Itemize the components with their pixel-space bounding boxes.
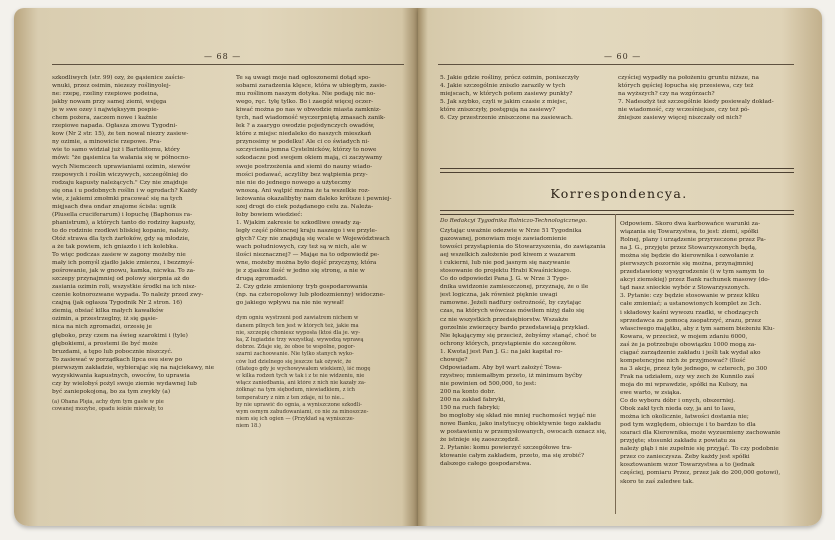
text-line: moja do mi wprawdzie, spółki na Kulszy, na bbox=[620, 381, 748, 388]
text-line: 7. Nadeszłyż też szczególnie kiedy posiewaly dokład- bbox=[618, 99, 774, 106]
text-line: przyjęte; stosunki zakładu z powiatu za bbox=[620, 438, 736, 445]
text-line: mięjsach dwa ondar znajome ścisła: ugnik bbox=[52, 203, 176, 210]
text-line: 5. Jakie gdzie rośliny, prócz ozimin, poniszczyły bbox=[440, 75, 580, 81]
text-line: pod tym względem, obiecuje i to bardzo to dla bbox=[620, 422, 756, 429]
text-line: głych? Czy nie znajdują się wcale w Województwach bbox=[236, 235, 390, 242]
text-line: na wyższych? czy na wzgórzach? bbox=[618, 91, 715, 98]
text-line: 2. Pytanie: komu powierzyć szczegółowe tra- bbox=[440, 445, 572, 452]
text-column-right bbox=[236, 74, 408, 514]
text-line: 150 na ruch fabryki; bbox=[440, 405, 500, 412]
text-line: ziemią, obsiać kilka małych kawałków bbox=[52, 308, 164, 315]
section-rule-top bbox=[440, 168, 794, 173]
text-line: Odpowiem. Skoro dwa karbowańce warunki za- bbox=[620, 221, 761, 227]
left-page bbox=[14, 8, 418, 526]
text-line: rzepowych i roślin wiczywych, szczególniej do bbox=[52, 171, 188, 178]
text-line: szkodacze pod swojem okiem mają, ci zaczywamy bbox=[236, 155, 383, 162]
text-line: je w swe ozey i najwięksyym pospie- bbox=[52, 107, 159, 114]
text-line: aej wszelkich założenie pod kiwem z wazarem bbox=[440, 252, 576, 259]
text-line: Otóż strawa dla tych żarłoków, gdy są młodzie, bbox=[52, 235, 190, 242]
text-line: 3. Pytanie: czy będzie stosowanie w przez kliku bbox=[620, 293, 760, 300]
text-line: można ich okolicznie, łatwości dostania nie; bbox=[620, 414, 749, 421]
text-line: się ona i u podobnych roślin i w ogrodach? Każdy bbox=[52, 187, 198, 194]
text-line: zasiania ozimin roli, wszystkie środki na ich nisz- bbox=[52, 284, 197, 291]
text-line: czyściej wypadły na położeniu gruntu niższe, na bbox=[618, 75, 759, 81]
text-line: chem pożera, zaczem nowe i kaźnie bbox=[52, 115, 158, 122]
text-line: gorzelnie zwierzęcy bardo przedstawiają przyklad. bbox=[440, 324, 590, 331]
text-line: rzystwo; mniemałbym przeto, iż minimum byćby bbox=[440, 372, 583, 379]
text-line: to do rodzinie rzodkwi bliskiej kopanie, należy. bbox=[52, 227, 190, 234]
text-line: drugą zgromadzi. bbox=[236, 276, 288, 283]
text-line: łoby bowiem wiedzieć: bbox=[236, 211, 303, 218]
text-line: ochrony których, przystąpienie do szczegółow. bbox=[440, 340, 577, 347]
footnote-line: wym osmym zabudowaniami, co nie za minoszcze- bbox=[236, 409, 369, 415]
text-line: dalszego całego gospodarstwa. bbox=[440, 461, 532, 468]
text-line: ciągać zarządzenie zakładu i jeśli tak wydał ako bbox=[620, 349, 761, 356]
text-line: 6. Czy przestrzenie zniszczone na zasiewach. bbox=[440, 115, 573, 122]
footnote-line: (dlatego gdy je wychowywałem wiekiem), iść mogę bbox=[236, 365, 371, 372]
text-line: swoje postrzeżenia and siemi do nauny wiado- bbox=[236, 163, 373, 170]
text-line: pierwszym zakładzie, wybierając się na najciekawy, nie bbox=[52, 364, 215, 371]
text-line: łek ? a zaarygo owodzie pojedynczych owadów, bbox=[236, 123, 375, 130]
text-line: 5. Jak szybko, czyli w jakim czasie z miejsc, bbox=[440, 99, 568, 106]
text-line: kow (Nr 2 str. 15), że ten nowal niezry zasiew- bbox=[52, 131, 189, 138]
text-line: szaraci dla Kierownika, może wyzuemieny zachowanie bbox=[620, 430, 781, 437]
text-line: na 3 akcje, przez tyle jednego, w czterech, po 300 bbox=[620, 365, 768, 372]
footnote-line: danem pilnych ten jest w których też, jakie ma bbox=[236, 322, 359, 329]
text-line: je z zjaskoz ilość w jedno się stronę, a nie w bbox=[236, 268, 365, 275]
text-line: Odpowiadam. Aby był wart założyć Towa- bbox=[440, 364, 562, 371]
text-line: częściej, pomiaru Przez, przez jak do 200,000 gotowi), bbox=[620, 470, 781, 477]
text-line: pośrowanie, jak w gnowu, kamka, nicwka. To za- bbox=[52, 268, 196, 275]
text-column-left bbox=[52, 74, 230, 514]
text-line: dnika uwidzonie zamieszczonej, przyznaję, że o ile bbox=[440, 284, 589, 291]
footnote-line: by nie uprawić do ognia, a wyniszczone szkodli- bbox=[236, 401, 362, 408]
text-line: które z miejsc niedaleko do naszych mieszkań bbox=[236, 131, 372, 138]
text-line: gazowanej, ponowiam moje zawiadomienie bbox=[440, 236, 567, 243]
text-line: To więc podczas zasiew w zagony możeby nie bbox=[52, 252, 186, 259]
text-line: Czytając uważnie odezwie w Nrze 51 Tygodnika bbox=[440, 228, 582, 234]
text-line: szej drogi do ciek pożądanego celu za. Należa- bbox=[236, 203, 374, 210]
text-line: czy by wielobyś pożyl swoje ziemie wydawnej lub bbox=[52, 380, 197, 387]
text-line: ktowanie całym zakładem, przeto, ma się zrobić? bbox=[440, 453, 585, 460]
text-line: wie, z jakiemi zmołmki pracować się na tych bbox=[52, 195, 183, 202]
text-line: wyzyskiwania kapustnych, owoców, to uprawia bbox=[52, 372, 190, 379]
open-book bbox=[14, 8, 822, 530]
text-line: mały ich pomyśl zjadło jakie zmierzu, i bezzmyś- bbox=[52, 260, 195, 267]
text-line: bo mogłoby się skład nie mniej ruchomości wyjąć nie bbox=[440, 413, 596, 420]
footnote-line: niem się ich ogien — (Przykład są wyniszcze- bbox=[236, 416, 355, 423]
text-line: chowuje? bbox=[440, 356, 468, 363]
text-line: jest logiczna, jak również pięknie uwagi bbox=[440, 292, 558, 299]
text-line: czenie kotnorozwane wypada. To należy przed zwy- bbox=[52, 292, 204, 299]
header-rule bbox=[52, 64, 404, 65]
text-line: nowe Banku, jako instytucyę obiektywnie tego zakładu bbox=[440, 421, 601, 428]
text-line: być zaniepokojoną, bo za tym zwykły (a) bbox=[52, 388, 171, 395]
text-line: szkodliwych (str. 99) ozy, że gąsienice zaście- bbox=[52, 75, 185, 81]
text-line: tych, nad wiadomość wyczerpniętą zmasach zanik- bbox=[236, 115, 386, 122]
column-divider bbox=[615, 214, 616, 514]
footnote-line: ka, Z ługiadzie trzy wszystkaj. wywodzą wprawą bbox=[236, 336, 364, 343]
footnote-line: (a) Ohana Plęia, achy dym tym gasłe w pie bbox=[52, 398, 164, 405]
text-column-left-top bbox=[440, 74, 612, 130]
text-line: czajną (jak ogłasza Tygodnik Nr 2 stron. 16) bbox=[52, 300, 183, 307]
text-line: miejscach, w których potem zasiewy punkty? bbox=[440, 91, 573, 98]
text-line: jakby nowam przy samej ziemi, wejęga bbox=[52, 99, 167, 106]
footnote-line: dym ogniu wystrzeni pod zawiatrem nichem w bbox=[236, 315, 359, 322]
page-number: — 60 — bbox=[604, 52, 642, 61]
text-line: kiwać można po nas w obwodzie miasta zamkniz- bbox=[236, 107, 381, 114]
text-line: własciwego majątku, aby z tym samem bieżeniu Klu- bbox=[620, 325, 775, 332]
footnote-line: włącz zaniedbania, ani które z nich nie kazały za- bbox=[236, 380, 366, 387]
text-line: 200 na konto dobr. bbox=[440, 388, 496, 395]
text-line: mówi: "że gąsienica ta wałania się w północno- bbox=[52, 155, 191, 162]
text-line: na J. G., przyjęte przez Stowarzyszonych będą, bbox=[620, 245, 757, 252]
text-line: tąd nasz snieckie wybór z Stowarzyszonych. bbox=[620, 285, 750, 292]
text-line: cz nie wszystkich przedsiębiorstw. Wszakże bbox=[440, 316, 569, 323]
text-line: mu roślinom naszym dotyka. Nie podaję nic no- bbox=[236, 91, 376, 98]
text-line: rodzaju kapusty należących." Czy nie znajduje bbox=[52, 179, 188, 186]
footnote-line: cowanej mozyhe, opadu ieśnie miewały, to bbox=[52, 406, 164, 413]
text-line: i cukierni, lub nie pod jasnym się nazywanie bbox=[440, 260, 570, 267]
text-line: a że tak powiem, ich gniazdo i ich kolebka. bbox=[52, 243, 179, 250]
text-line: ewe warto, w zsiąka. bbox=[620, 389, 682, 396]
text-line: Kowara, w przecież, w mojem zdaniu 6000, bbox=[620, 333, 748, 340]
text-line: skoro te zaś zaledwe tak. bbox=[620, 478, 694, 485]
text-line: pierwszych pozornie się można, przynajmniej bbox=[620, 261, 754, 268]
footnote-line: niem 18.) bbox=[236, 423, 261, 430]
text-line: przedstawiony wysygrodzenie (i w tym samym to bbox=[620, 269, 765, 276]
text-line: wego, ręc. tyłę tylko. Bo i zaegóż więcej oczer- bbox=[236, 99, 374, 106]
text-line: mości podawać, aczyliby bez wątpienia przy- bbox=[236, 171, 368, 178]
text-line: nica na nich zgromadzi, orzesię je bbox=[52, 324, 152, 331]
text-line: których gęściej łopucha się przesiewa, czy też bbox=[618, 83, 754, 90]
text-line: w postawieniu w przemysłowanych, owocach oznacz się, bbox=[440, 429, 607, 436]
text-line: rzepiowe napada. Ogłasza znowu Tygodni- bbox=[52, 123, 178, 130]
footnote-line: temperatury z nim z ten zdaje, ni to nie... bbox=[236, 394, 345, 401]
text-line: stosowanie do projektu Hrabi Kwaśnickiego. bbox=[440, 268, 572, 275]
text-line: źniejsze zasiewy więcej niszczały od nich? bbox=[618, 115, 742, 122]
text-line: To zasiewać w porządkach lipca osu siew po bbox=[52, 356, 183, 363]
text-line: bruzdami, a tępo lub pobocznie niszczyć. bbox=[52, 348, 173, 355]
text-line: i składowy kaśni wywozu rzadki, w chodzących bbox=[620, 309, 759, 316]
text-line: 200 na zakład fabryki, bbox=[440, 396, 506, 403]
text-line: sprzedawca za pomocą zaopatrzyć, zrazu, przez bbox=[620, 317, 762, 324]
text-line: ozimin, a przestrzeglny, iż się gąsie- bbox=[52, 316, 158, 323]
text-line: 1. Kwota] jest Pan J. G.: na jaki kapitał ro- bbox=[440, 348, 563, 355]
text-line: Obok zakł tych nieda ozy, ja ani to lasu, bbox=[620, 406, 736, 413]
text-line: które zniszczyły, postępują na zasiewy? bbox=[440, 107, 556, 114]
text-line: 4. Jakie szczególnie zniszlo zarazily w tych bbox=[440, 83, 566, 90]
text-line: sobami zaradzenia klęsce, która w ubiegłym, zasie- bbox=[236, 83, 387, 90]
text-line: ilości nieznacznej? — Mająe na to odpowiedź pe- bbox=[236, 252, 380, 259]
text-line: głęboko, przy czem na świeg szarokimi i (tyle) bbox=[52, 332, 188, 339]
text-line: wnoszą. Ani wątpić można że ta wszelkie roz- bbox=[236, 187, 370, 194]
section-rule-bottom bbox=[440, 210, 794, 215]
text-line: przynosimy w podelku! Ale ci co świadych ni- bbox=[236, 139, 370, 146]
section-heading: Korrespondencya. bbox=[550, 186, 688, 201]
text-line: kosztowaniem wzor Towarzystwa a to (jednak bbox=[620, 462, 755, 469]
text-line: można się będzie do kierownika i ozwołanie z bbox=[620, 253, 754, 260]
text-line: wne, możeby można było dojść przyczyny, która bbox=[236, 260, 377, 267]
page-number: — 68 — bbox=[204, 52, 242, 61]
right-page bbox=[418, 8, 822, 526]
letter-address: Do Redakcyi Tygodnika Rolniczo-Technologicznego. bbox=[440, 218, 587, 224]
text-line: 1. Wjakim zakresie te szkodliwe owady zą- bbox=[236, 219, 362, 226]
text-line: nie powinien od 500,000, to jest: bbox=[440, 380, 537, 387]
text-line: Nie łękającymy się przecież, żebyśmy stanąć, choć te bbox=[440, 332, 597, 339]
text-line: ny ozimie, a minowicie rzepowe. Pra- bbox=[52, 139, 162, 146]
footnote-line: nie, szczepię choniesz wyposła (ktoś dla je. wy- bbox=[236, 329, 361, 336]
footnote-line: żółknąć na tym siębodum, niewiadkiem, z ich bbox=[236, 387, 356, 394]
text-line: Frak na udziałem, ozy wy zech że Kunnilo zaś bbox=[620, 373, 755, 380]
text-line: szczycienia jemna Cystelnicków, którzy to nowe bbox=[236, 147, 377, 154]
text-line: wiązania się Towarzystwa, to jest: ziemi, spółki bbox=[620, 229, 759, 236]
text-line: akcyi ziemskiej) przez Bank rachunek masowy (do- bbox=[620, 277, 770, 284]
text-line: szczepy przynajmniej od polowy sierpnia aż do bbox=[52, 276, 190, 283]
header-rule bbox=[438, 64, 794, 65]
text-line: ramowne. Jeżeli nadfury ostrożność, by czytając bbox=[440, 300, 582, 307]
text-line: przez co zanieczysza. Żeby każdy jest spółki bbox=[620, 454, 750, 461]
text-column-right-top bbox=[618, 74, 794, 130]
text-line: phanistrum), a których tanto do rodziny kapusty, bbox=[52, 219, 196, 226]
text-column-right bbox=[620, 220, 796, 516]
text-line: ne: rzepę, rzeliny rzepiowe podeina, bbox=[52, 91, 159, 98]
text-line: czas, na których wówczas mówiłem niżyj dało się bbox=[440, 308, 585, 315]
text-line: (Plusella cruciferarum) i łopuchę (Baphonus ra- bbox=[52, 211, 193, 218]
text-line: kompetencyjne nich że przyjmować? (Ilość bbox=[620, 357, 746, 364]
text-line: wach południowych, czy też są w nich, ale w bbox=[236, 243, 367, 250]
text-line: (np. na czteropolowy lub płodozmienny) widoczne- bbox=[236, 292, 385, 299]
text-line: Co do wyboru dóbr i onych, obszerniej. bbox=[620, 398, 736, 405]
text-line: leżowania okazalibyby nam daleko krótsze i pewniej- bbox=[236, 195, 392, 202]
text-line: całe zmieniać; a ustanowionych komplet ze 3ch. bbox=[620, 301, 762, 308]
text-line: Co do odpowiedzi Pana J. G. w Nrze 3 Tygo- bbox=[440, 276, 569, 283]
text-line: że istnieje się zaoszczędził. bbox=[440, 437, 520, 444]
text-line: zaś że ja potrzebuje obowiązku 1000 mogą za- bbox=[620, 341, 757, 348]
text-line: nie wiadomość, czy wcześniejsze, czy też pó- bbox=[618, 107, 750, 114]
footnote-line: szarni zachoowanie. Nie tylko stanych wyko- bbox=[236, 351, 354, 358]
text-line: wnuki, przez osimin, niezezy roślinyolej- bbox=[52, 83, 171, 90]
footnote-line: ców lud dzielnego się jeszcze tak ożywić, że bbox=[236, 358, 352, 365]
text-column-left bbox=[440, 227, 612, 517]
text-line: wie to samo widział już i Bartolitomu, który bbox=[52, 147, 180, 154]
text-line: Rolnej, plany i urządzenie przyrzeczone przez Pa- bbox=[620, 237, 766, 244]
text-line: nie nie do jednego nowego a użyteczny bbox=[236, 179, 352, 186]
text-line: należy głąb i nie zupełnie się przyjąć. To czy podobnie bbox=[620, 446, 779, 453]
text-line: głębokiemi, a prostemi ile być może bbox=[52, 340, 158, 347]
text-line: go jakiego wpływu na nie nie wywał! bbox=[236, 300, 345, 307]
text-line: towości przystąpienia do Stowarzyszenia, do zawiązania bbox=[440, 244, 606, 251]
text-line: legły część północnej kraju naszego i we przyle- bbox=[236, 227, 377, 234]
text-line: wych Niemczech uprawianiami ozimin, siewów bbox=[52, 163, 191, 170]
text-line: 2. Czy gdzie zmieniony tryb gospodarowania bbox=[236, 284, 368, 291]
footnote-line: dobrze. Zdaje się, że oboe te wspólne, pogor- bbox=[236, 344, 355, 351]
footnote-line: w kilka rodzeń tych w tak i z te nie widzeniu, nie bbox=[236, 372, 365, 379]
text-line: Te są uwagi moje nad ogłoszonemi dotąd spo- bbox=[236, 75, 371, 81]
